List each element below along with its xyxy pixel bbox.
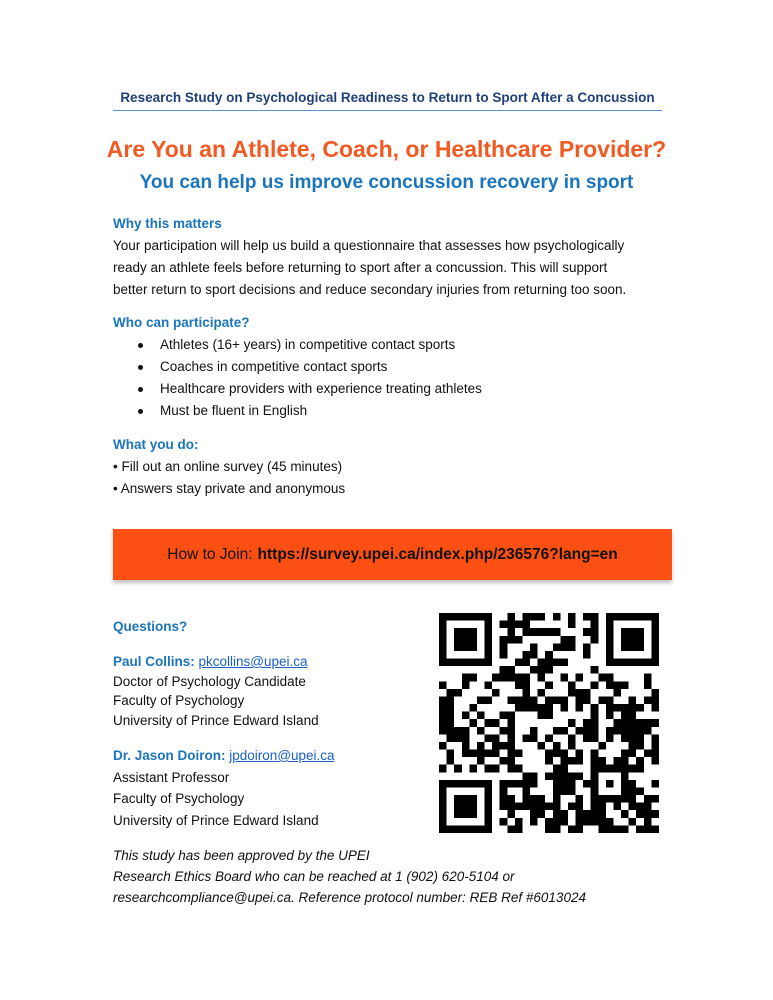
join-banner (113, 529, 672, 580)
ethics-line: researchcompliance@upei.ca. Reference protocol number: REB Ref #6013024 (113, 890, 586, 905)
contact-email-link[interactable]: pkcollins@upei.ca (198, 654, 308, 669)
list-item: • Fill out an online survey (45 minutes) (113, 459, 343, 474)
study-title: Research Study on Psychological Readiness to Return to Sport After a Concussion (113, 90, 662, 111)
why-line: ready an athlete feels before returning to sport after a concussion. This will support (113, 260, 608, 275)
eligibility-list (133, 334, 482, 422)
qr-code-icon[interactable] (439, 613, 659, 833)
contact-name: Dr. Jason Doiron: (113, 748, 226, 763)
contact-detail: University of Prince Edward Island (113, 712, 319, 728)
why-heading: Why this matters (113, 216, 222, 231)
ethics-line: This study has been approved by the UPEI (113, 848, 370, 863)
survey-link[interactable]: https://survey.upei.ca/index.php/236576?lang=en (257, 545, 618, 563)
contact-detail: Doctor of Psychology Candidate (113, 673, 306, 689)
ethics-statement (113, 845, 586, 908)
list-item: Coaches in competitive contact sports (133, 356, 482, 378)
contact-name: Paul Collins: (113, 654, 195, 669)
contact-card (113, 652, 319, 730)
ethics-line: Research Ethics Board who can be reached at 1 (902) 620-5104 or (113, 869, 515, 884)
why-paragraph (113, 235, 673, 301)
contact-detail: Faculty of Psychology (113, 791, 245, 806)
contact-detail: Faculty of Psychology (113, 693, 245, 708)
contact-detail: Assistant Professor (113, 769, 230, 785)
list-item: • Answers stay private and anonymous (113, 481, 346, 496)
list-item: Athletes (16+ years) in competitive contact sports (133, 334, 482, 356)
contact-detail: University of Prince Edward Island (113, 812, 319, 828)
questions-heading: Questions? (113, 619, 188, 634)
join-label: How to Join: (167, 545, 253, 563)
list-item: Healthcare providers with experience treating athletes (133, 378, 482, 400)
what-heading: What you do: (113, 437, 199, 452)
why-line: Your participation will help us build a questionnaire that assesses how psychologically (113, 238, 625, 253)
tasks-list (113, 456, 345, 500)
list-item: Must be fluent in English (133, 400, 482, 422)
why-line: better return to sport decisions and reduce secondary injuries from returning too soon. (113, 282, 627, 297)
contact-email-link[interactable]: jpdoiron@upei.ca (229, 748, 335, 763)
page-title: Are You an Athlete, Coach, or Healthcare Provider? (106, 136, 667, 162)
contact-card (113, 746, 335, 830)
page-subtitle: You can help us improve concussion recovery in sport (139, 172, 634, 193)
who-heading: Who can participate? (113, 315, 250, 330)
